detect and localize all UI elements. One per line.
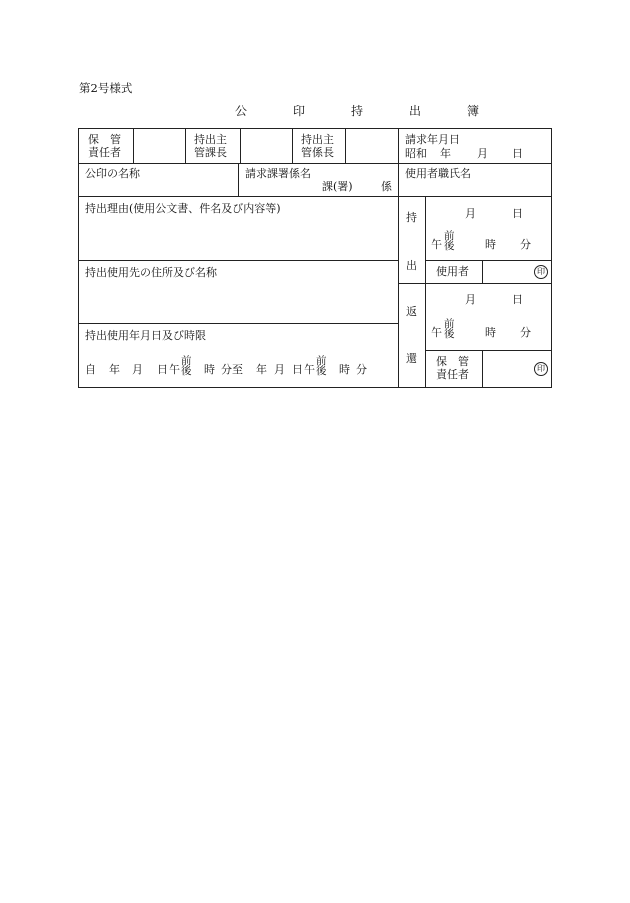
request-date-label: 請求年月日 bbox=[405, 133, 460, 146]
period-noon-2: 午 bbox=[304, 363, 315, 376]
title-char: 出 bbox=[408, 104, 421, 118]
ampm-line: 前 bbox=[444, 230, 455, 242]
requesting-section-label: 請求課署係名 bbox=[245, 167, 311, 180]
return-hour: 時 bbox=[485, 326, 496, 339]
user-label: 使用者 bbox=[436, 265, 469, 278]
period-noon: 午 bbox=[169, 363, 180, 376]
return-month: 月 bbox=[465, 293, 476, 306]
destination-label: 持出使用先の住所及び名称 bbox=[85, 266, 217, 279]
title-char: 簿 bbox=[466, 104, 479, 118]
request-date-day: 日 bbox=[512, 147, 523, 160]
return-day: 日 bbox=[512, 293, 523, 306]
cell-divider bbox=[345, 128, 346, 163]
period-from: 自 bbox=[85, 363, 96, 376]
user-name-label: 使用者職氏名 bbox=[405, 167, 471, 180]
checkout-ampm bbox=[444, 231, 455, 251]
cell-divider bbox=[482, 260, 483, 283]
request-date-month: 月 bbox=[477, 147, 488, 160]
period-label: 持出使用年月日及び時限 bbox=[85, 329, 206, 342]
checkout-day: 日 bbox=[512, 207, 523, 220]
cell-divider bbox=[185, 128, 186, 163]
checkout-char: 出 bbox=[406, 259, 417, 272]
period-minute-2: 分 bbox=[356, 363, 367, 376]
section-chief-line: 管課長 bbox=[194, 146, 227, 159]
ampm-line: 後 bbox=[444, 240, 455, 252]
period-year-2: 年 bbox=[256, 363, 267, 376]
title-char: 公 bbox=[234, 104, 247, 118]
ampm-line: 後 bbox=[316, 365, 327, 377]
period-year: 年 bbox=[109, 363, 120, 376]
form-number: 第2号様式 bbox=[79, 81, 133, 95]
return-char: 返 bbox=[406, 305, 417, 318]
row-divider bbox=[78, 323, 398, 324]
row-divider bbox=[398, 283, 552, 284]
period-hour-2: 時 bbox=[339, 363, 350, 376]
seal-circle-icon: 印 bbox=[534, 362, 548, 376]
ampm-line: 前 bbox=[181, 355, 192, 367]
checkout-noon: 午 bbox=[431, 238, 442, 251]
return-custodian-label bbox=[436, 355, 469, 381]
cell-divider bbox=[240, 128, 241, 163]
ampm-line: 後 bbox=[181, 365, 192, 377]
section-suffix: 課(署) bbox=[322, 180, 353, 193]
return-noon: 午 bbox=[431, 326, 442, 339]
seal-circle-icon: 印 bbox=[534, 265, 548, 279]
cell-divider bbox=[482, 350, 483, 388]
subsection-chief-line: 持出主 bbox=[301, 133, 334, 146]
period-day: 日 bbox=[157, 363, 168, 376]
ampm-line: 前 bbox=[444, 318, 455, 330]
period-ampm-2 bbox=[316, 356, 327, 376]
row-divider bbox=[425, 260, 552, 261]
period-month: 月 bbox=[132, 363, 143, 376]
return-char: 還 bbox=[406, 352, 417, 365]
return-ampm bbox=[444, 319, 455, 339]
custodian-label bbox=[88, 133, 121, 159]
cell-divider bbox=[398, 163, 399, 196]
checkout-month: 月 bbox=[465, 207, 476, 220]
ampm-line: 前 bbox=[316, 355, 327, 367]
period-hour: 時 bbox=[204, 363, 215, 376]
return-minute: 分 bbox=[520, 326, 531, 339]
period-day-2: 日 bbox=[292, 363, 303, 376]
period-to: 至 bbox=[232, 363, 243, 376]
cell-divider bbox=[292, 128, 293, 163]
title-char: 持 bbox=[350, 104, 363, 118]
cell-divider bbox=[425, 196, 426, 388]
checkout-hour: 時 bbox=[485, 238, 496, 251]
checkout-minute: 分 bbox=[520, 238, 531, 251]
subsection-chief-line: 管係長 bbox=[301, 146, 334, 159]
unit-suffix: 係 bbox=[381, 180, 392, 193]
request-date-era: 昭和 bbox=[405, 147, 427, 160]
custodian-line: 保 管 bbox=[436, 355, 469, 368]
custodian-line: 保 管 bbox=[88, 133, 121, 146]
period-minute: 分 bbox=[221, 363, 232, 376]
period-ampm bbox=[181, 356, 192, 376]
section-chief-line: 持出主 bbox=[194, 133, 227, 146]
cell-divider bbox=[133, 128, 134, 163]
ampm-line: 後 bbox=[444, 328, 455, 340]
section-chief-label bbox=[194, 133, 227, 159]
custodian-line: 責任者 bbox=[88, 146, 121, 159]
seal-name-label: 公印の名称 bbox=[85, 167, 140, 180]
reason-label: 持出理由(使用公文書、件名及び内容等) bbox=[85, 202, 281, 215]
form-table bbox=[78, 128, 552, 388]
cell-divider bbox=[238, 163, 239, 196]
cell-divider bbox=[398, 128, 399, 163]
subsection-chief-label bbox=[301, 133, 334, 159]
row-divider bbox=[78, 196, 552, 197]
row-divider bbox=[78, 163, 552, 164]
page-title bbox=[212, 105, 502, 118]
row-divider bbox=[425, 350, 552, 351]
row-divider bbox=[78, 260, 398, 261]
cell-divider bbox=[398, 196, 399, 388]
period-month-2: 月 bbox=[274, 363, 285, 376]
custodian-line: 責任者 bbox=[436, 368, 469, 381]
title-char: 印 bbox=[292, 104, 305, 118]
request-date-year: 年 bbox=[440, 147, 451, 160]
checkout-char: 持 bbox=[406, 211, 417, 224]
